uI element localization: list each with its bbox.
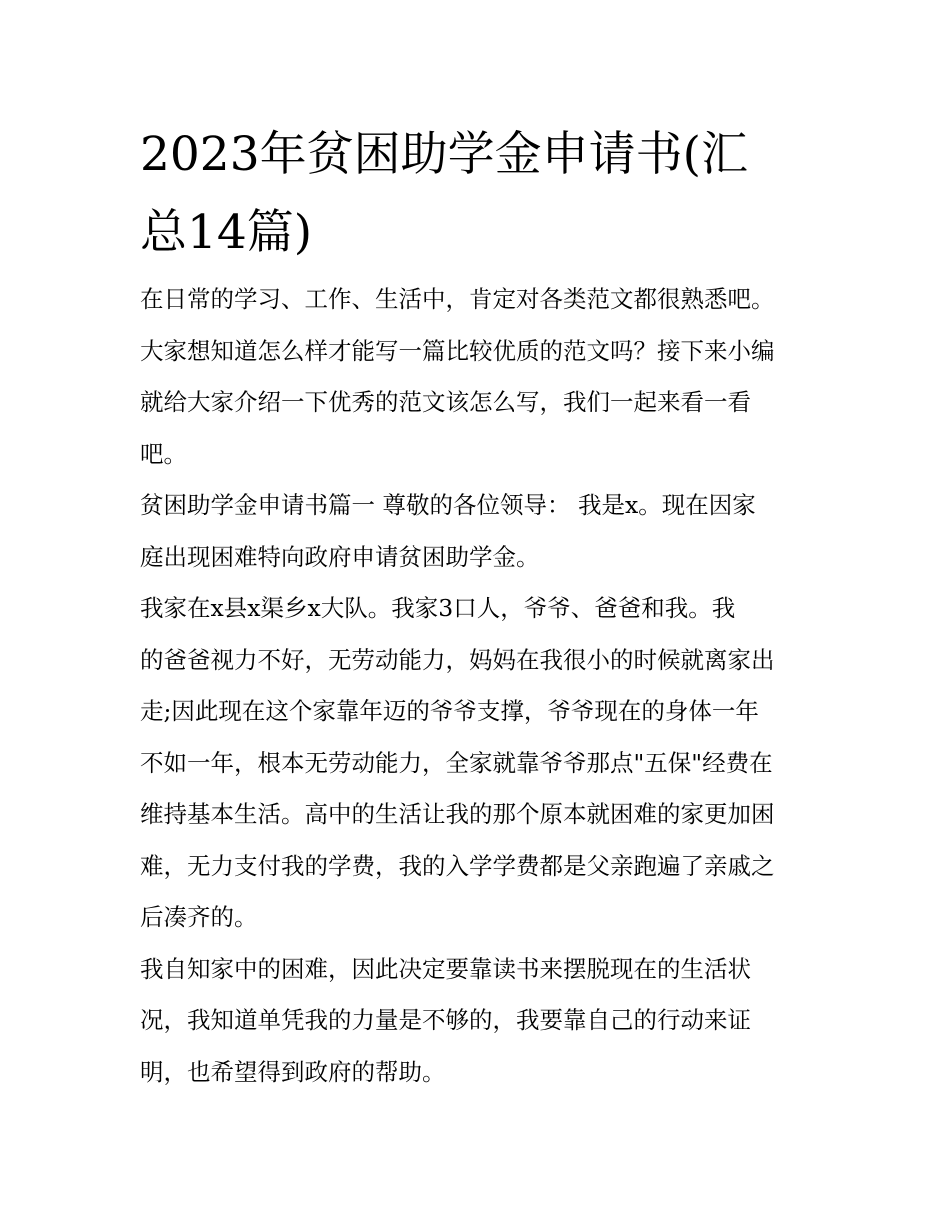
- text-line: 大家想知道怎么样才能写一篇比较优质的范文吗？接下来小编: [140, 336, 775, 365]
- text-line: 维持基本生活。高中的生活让我的那个原本就困难的家更加困: [140, 800, 775, 828]
- document-body: [140, 274, 820, 1098]
- paragraph-resolution: [140, 944, 820, 1099]
- text-line: 贫困助学金申请书篇一 尊敬的各位领导： 我是x。现在因家: [140, 491, 756, 519]
- text-line: 难，无力支付我的学费，我的入学学费都是父亲跑遍了亲戚之: [140, 851, 775, 880]
- text-line: 就给大家介绍一下优秀的范文该怎么写，我们一起来看一看: [140, 388, 751, 416]
- text-line: 我自知家中的困难，因此决定要靠读书来摆脱现在的生活状: [140, 954, 751, 983]
- document-title: [140, 116, 820, 272]
- text-line: 后凑齐的。: [140, 903, 258, 931]
- text-line: 吧。: [140, 439, 187, 468]
- text-line: 的爸爸视力不好，无劳动能力，妈妈在我很小的时候就离家出: [140, 645, 775, 674]
- title-line-2: 总14篇): [140, 205, 313, 260]
- text-line: 在日常的学习、工作、生活中，肯定对各类范文都很熟悉吧。: [140, 285, 775, 313]
- text-line: 况，我知道单凭我的力量是不够的，我要靠自己的行动来证: [140, 1006, 751, 1034]
- paragraph-salutation: [140, 480, 820, 583]
- paragraph-family-situation: [140, 583, 820, 944]
- text-line: 庭出现困难特向政府申请贫困助学金。: [140, 542, 540, 571]
- text-line: 不如一年，根本无劳动能力，全家就靠爷爷那点"五保"经费在: [140, 748, 773, 777]
- title-line-1: 2023年贫困助学金申请书(汇: [140, 127, 748, 182]
- text-line: 走;因此现在这个家靠年迈的爷爷支撑，爷爷现在的身体一年: [140, 697, 759, 725]
- text-line: 明，也希望得到政府的帮助。: [140, 1057, 446, 1086]
- paragraph-intro: [140, 274, 820, 480]
- text-line: 我家在x县x渠乡x大队。我家3口人，爷爷、爸爸和我。我: [140, 594, 736, 622]
